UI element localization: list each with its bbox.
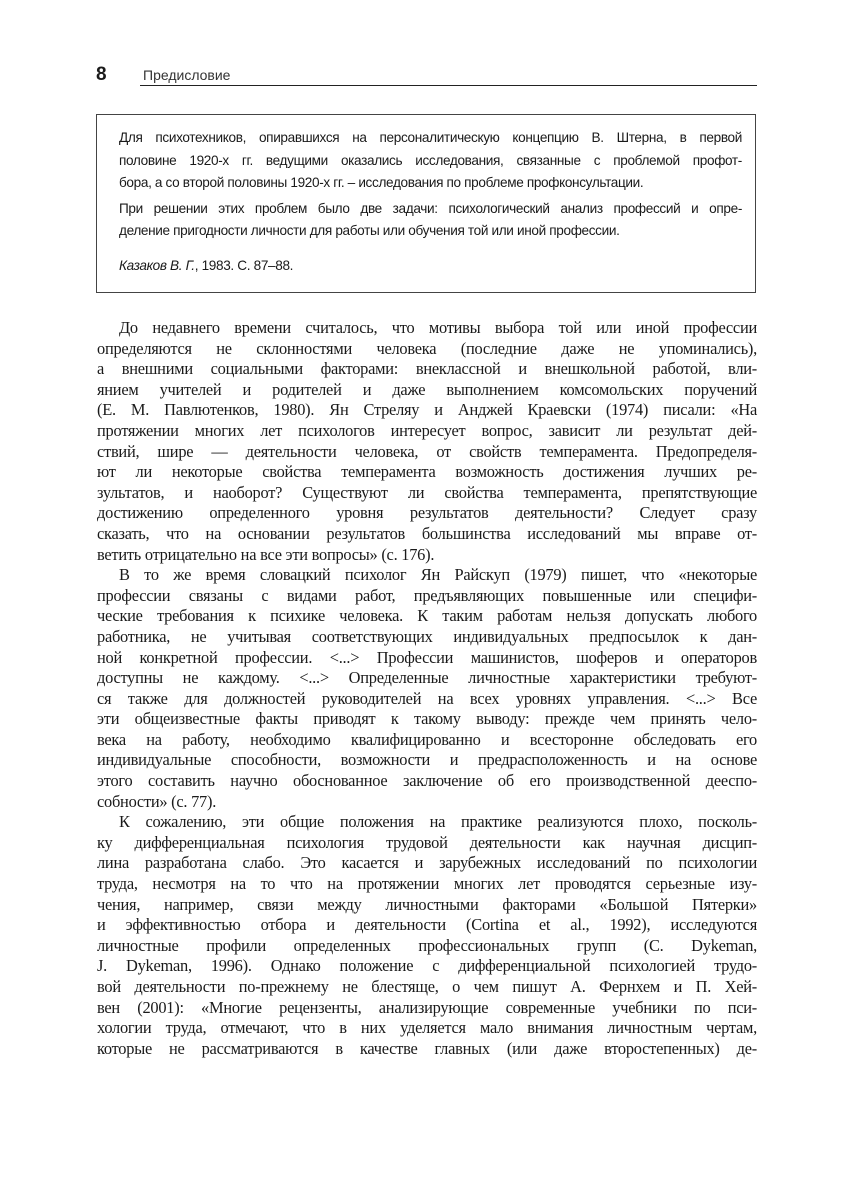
text-line: определяются не склонностями человека (последние даже не упоминались), [97,338,757,358]
header-rule [140,85,757,86]
text-line: труда, несмотря на то что на протяжении многих лет проводятся серьезные изу- [97,874,757,894]
text-line: индивидуальные способности, возможности и предрасположенность и на основе [97,750,757,770]
body-paragraph [97,318,757,565]
text-line: которые не рассматриваются в качестве главных (или даже второстепенных) де- [97,1038,757,1058]
text-line: зультатов, и наоборот? Существуют ли свойства темперамента, препятствующие [97,482,757,502]
text-line: профессии связаны с видами работ, предъявляющих повышенные или специфи- [97,585,757,605]
text-line: ся также для должностей руководителей на всех уровнях управления. <...> Все [97,688,757,708]
text-line: ку дифференциальная психология трудовой деятельности как научная дисцип- [97,832,757,852]
body-text [97,318,757,1059]
text-line: сказать, что на основании результатов большинства исследований мы вправе от- [97,523,757,543]
text-line: половине 1920-х гг. ведущими оказались исследования, связанные с проблемой профот- [119,152,742,168]
text-line: ствий, шире — деятельности человека, от свойств темперамента. Предопределя- [97,441,757,461]
body-paragraph [97,565,757,812]
text-line: протяжении многих лет психологов интересует вопрос, зависит ли результат дей- [97,420,757,440]
page-number: 8 [96,64,107,85]
text-line: вен (2001): «Многие рецензенты, анализирующие современные учебники по пси- [97,997,757,1017]
text-line: чения, например, связи между личностными факторами «Большой Пятерки» [97,894,757,914]
text-line: ной конкретной профессии. <...> Профессии машинистов, шоферов и операторов [97,647,757,667]
text-line: вой деятельности по-прежнему не блестяще, о чем пишут А. Фернхем и П. Хей- [97,977,757,996]
text-line: янием учителей и родителей и даже выполнением комсомольских поручений [97,379,757,399]
text-line: ветить отрицательно на все эти вопросы» (с. 176). [97,544,435,564]
text-line: К сожалению, эти общие положения на практике реализуются плохо, посколь- [119,812,757,832]
text-line: (Е. М. Павлютенков, 1980). Ян Стреляу и Анджей Краевски (1974) писали: «На [97,400,757,420]
body-paragraph [97,812,757,1059]
quote-citation [119,255,742,278]
text-line: личностные профили определенных профессиональных групп (C. Dykeman, [97,935,757,955]
text-line: века на работу, необходимо квалифицированно и всесторонне обследовать его [97,729,757,749]
text-line: До недавнего времени считалось, что мотивы выбора той или иной профессии [119,318,757,337]
text-line: бора, а со второй половины 1920-х гг. – исследования по проблеме профконсультации. [119,175,644,191]
citation-details: , 1983. С. 87–88. [194,257,294,273]
quote-paragraph [119,198,742,243]
quote-box-content [119,127,742,278]
text-line: работника, не учитывая соответствующих индивидуальных предпосылок к дан- [97,626,757,646]
text-line: достижению определенного уровня результатов деятельности? Следует сразу [97,503,757,523]
text-line: а внешними социальными факторами: внеклассной и внешкольной работой, вли- [97,359,757,379]
text-line: J. Dykeman, 1996). Однако положение с дифференциальной психологией трудо- [97,956,757,976]
quote-paragraphs [119,127,742,243]
text-line: эти общеизвестные факты приводят к такому выводу: прежде чем принять чело- [97,709,757,729]
text-line: В то же время словацкий психолог Ян Райскуп (1979) пишет, что «некоторые [119,565,757,585]
quote-paragraph [119,127,742,195]
text-line: этого составить научно обоснованное заключение об его производственной дееспо- [97,771,757,791]
quote-box [96,114,756,293]
text-line: ют ли некоторые свойства темперамента возможность достижения лучших ре- [97,462,757,482]
running-title: Предисловие [143,67,231,83]
citation-author: Казаков В. Г. [119,257,195,273]
text-line: собности» (с. 77). [97,791,217,811]
text-line: лина разработана слабо. Это касается и зарубежных исследований по психологии [97,853,757,873]
text-line: хологии труда, отмечают, что в них уделяется мало внимания личностным чертам, [97,1018,757,1038]
text-line: ческие требования к психике человека. К таким работам нельзя допускать любого [97,606,757,626]
text-line: деление пригодности личности для работы или обучения той или иной профессии. [119,223,620,239]
text-line: Для психотехников, опиравшихся на персоналитическую концепцию В. Штерна, в первой [119,130,742,145]
text-line: и эффективностью отбора и деятельности (Cortina et al., 1992), исследуются [97,915,757,935]
text-line: При решении этих проблем было две задачи: психологический анализ профессий и опре- [119,200,742,216]
text-line: доступны не каждому. <...> Определенные личностные характеристики требуют- [97,668,757,688]
